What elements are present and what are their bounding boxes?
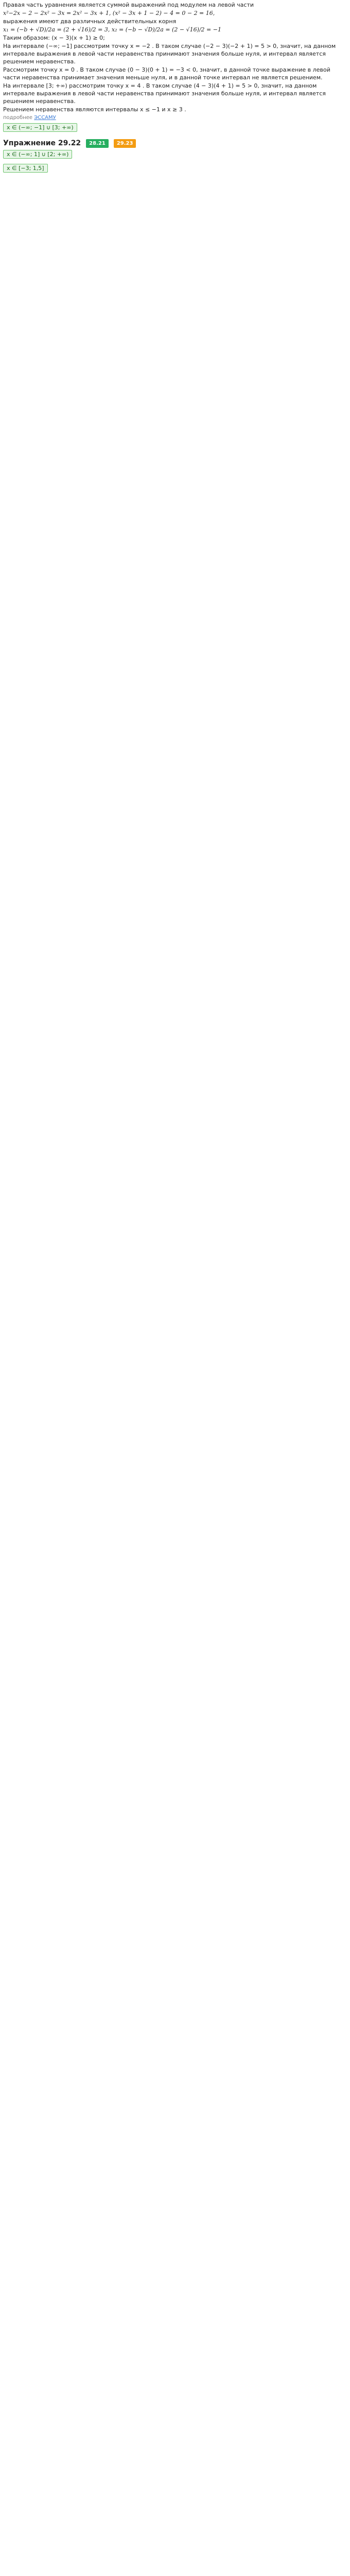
text-line: На интервале (−∞; −1] рассмотрим точку x = −2 . В таком случае (−2 − 3)(−2 + 1) = 5 > 0, значит, на данном интервале выражения в левой части неравенства принимают значения больше нуля, и интервал является решением неравенства. bbox=[3, 43, 336, 65]
prev-exercise-button[interactable]: 28.21 bbox=[86, 139, 109, 148]
roots-line: x₁ = (−b + √D)/2a = (2 + √16)/2 = 3, x₂ = (−b − √D)/2a = (2 − √16)/2 = −1 bbox=[3, 26, 221, 33]
hint-label: подробнее bbox=[3, 115, 33, 121]
answer-box: x ∈ (−∞; −1] ∪ [3; +∞) bbox=[3, 123, 77, 132]
text-line: выражения имеют два различных действительных корня bbox=[3, 18, 177, 25]
text-line: Таким образом: (x − 3)(x + 1) ≥ 0; bbox=[3, 35, 105, 41]
page bbox=[0, 0, 350, 174]
hint-link[interactable]: ЭССАМУ bbox=[34, 115, 56, 121]
section-header bbox=[3, 139, 347, 148]
next-exercise-button[interactable]: 29.23 bbox=[114, 139, 136, 148]
intro-text: Правая часть уравнения является суммой выражений под модулем на левой части bbox=[3, 2, 254, 8]
text-line: Решением неравенства являются интервалы x ≤ −1 и x ≥ 3 . bbox=[3, 106, 186, 113]
section-title: Упражнение 29.22 bbox=[3, 139, 81, 147]
equation-line: x²−2x − 2 − 2x² − 3x = 2x² − 3x + 1, (x² − 3x + 1 − 2) − 4 = 0 − 2 = 16, bbox=[3, 10, 215, 16]
text-line: Рассмотрим точку x = 0 . В таком случае (0 − 3)(0 + 1) = −3 < 0, значит, в данной точке выражение в левой части неравенства принимает значения меньше нуля, и в данной точке интервал не является решением. bbox=[3, 66, 330, 81]
hint-row bbox=[3, 114, 347, 122]
answer-box: x ∈ (−∞; 1] ∪ [2; +∞) bbox=[3, 150, 72, 159]
text-line: На интервале [3; +∞) рассмотрим точку x = 4 . В таком случае (4 − 3)(4 + 1) = 5 > 0, значит, на данном интервале выражения в левой части неравенства принимают значения больше нуля, и интервал является решением неравенства. bbox=[3, 82, 326, 105]
answer-box: x ∈ [−3; 1,5] bbox=[3, 164, 48, 173]
